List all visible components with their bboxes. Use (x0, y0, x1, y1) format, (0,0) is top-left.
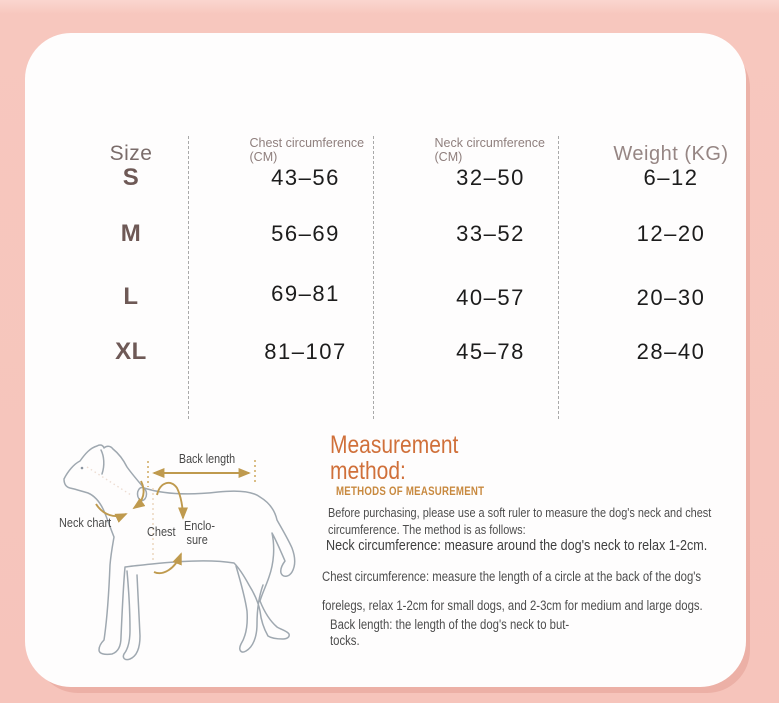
chest-instruction-line2: forelegs, relax 1-2cm for small dogs, and 2-3cm for medium and large dogs. (322, 598, 703, 613)
weight-value-l: 20–30 (636, 285, 706, 310)
enclosure-label-line2: sure (186, 532, 208, 548)
intro-line2: circumference. The method is as follows: (328, 522, 526, 537)
neck-instruction: Neck circumference: measure around the dog's neck to relax 1-2cm. (326, 537, 708, 554)
dog-ear-line (101, 450, 104, 474)
neck-value-s: 32–50 (456, 165, 525, 190)
chest-value-s: 43–56 (271, 165, 340, 190)
back-length-label: Back length (178, 452, 236, 466)
header-neck-text: Neck circumference (CM) (434, 136, 545, 164)
chest-value-l: 69–81 (271, 281, 340, 306)
chest-value-xl: 81–107 (264, 339, 347, 364)
chest-instruction-line1: Chest circumference: measure the length of a circle at the back of the dog's (322, 569, 702, 584)
neck-guide-dotted-line (87, 467, 131, 495)
back-length-line1: Back length: the length of the dog's neck to but- (330, 617, 570, 632)
size-label-s: S (122, 164, 140, 191)
measurement-method-title: Measurement method: (330, 431, 459, 486)
chest-instruction (322, 568, 703, 614)
chest-label: Chest (147, 524, 176, 539)
chest-measure-arrow-top (157, 483, 183, 518)
measurement-method-subtitle: METHODS OF MEASUREMENT (336, 486, 485, 498)
dog-far-front-leg (123, 571, 140, 660)
header-weight: Weight (KG) (613, 143, 729, 165)
dog-body-outline (64, 445, 295, 654)
header-chest-text: Chest circumference (CM) (249, 136, 365, 164)
neck-value-l: 40–57 (456, 285, 525, 310)
dog-eye-dot (81, 467, 84, 470)
enclosure-label-line1: Enclo- (184, 518, 215, 533)
neck-value-xl: 45–78 (456, 339, 525, 364)
intro-paragraph (328, 504, 711, 538)
measurement-arrows (96, 460, 255, 573)
neck-measure-arrow-down (134, 481, 144, 508)
weight-value-m: 12–20 (636, 221, 706, 246)
neck-value-m: 33–52 (456, 221, 525, 246)
dog-outline-drawing (64, 445, 295, 660)
header-chest-circumference (218, 136, 403, 164)
size-label-l: L (123, 283, 139, 310)
chest-value-m: 56–69 (271, 221, 340, 246)
size-label-m: M (120, 220, 142, 247)
neck-chart-label: Neck chart (59, 515, 112, 530)
intro-line1: Before purchasing, please use a soft ruler to measure the dog's neck and chest (328, 505, 712, 520)
enclosure-label (184, 519, 215, 548)
weight-value-xl: 28–40 (636, 339, 706, 364)
size-label-xl: XL (115, 338, 147, 365)
header-neck-circumference (403, 136, 588, 164)
header-size: Size (109, 142, 153, 165)
weight-value-s: 6–12 (643, 165, 699, 190)
back-length-line2: tocks. (330, 633, 360, 648)
back-length-instruction (330, 617, 569, 649)
